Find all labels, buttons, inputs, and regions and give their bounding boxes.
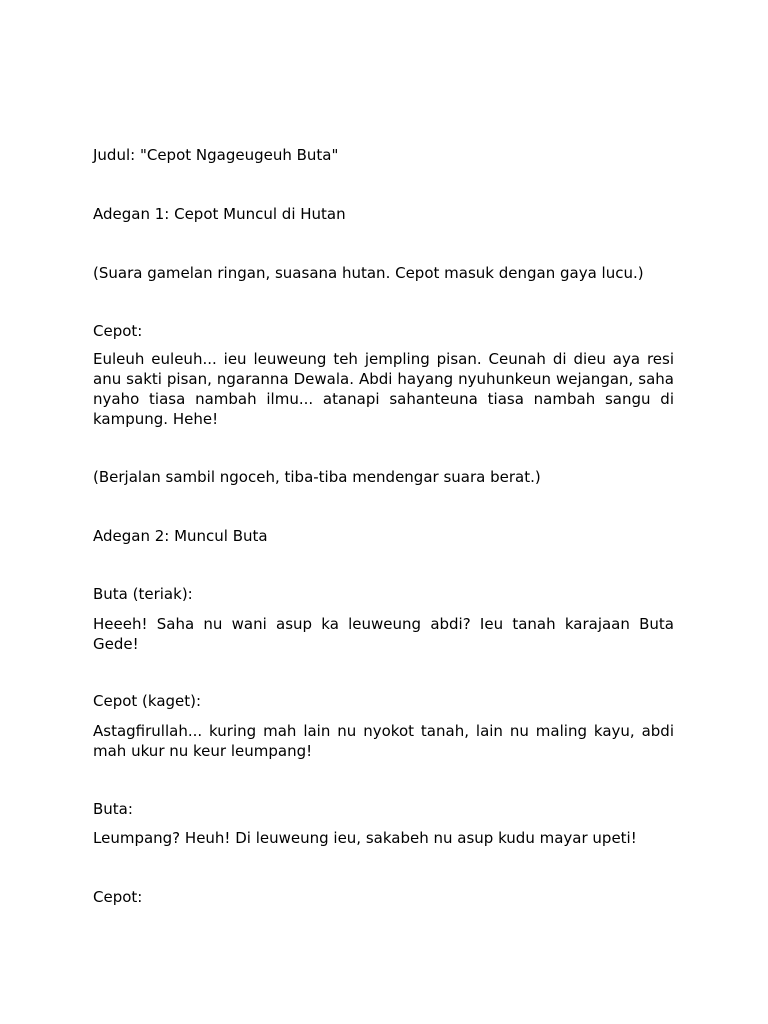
dialogue-3: Astagfirullah... kuring mah lain nu nyokot tanah, lain nu maling kayu, abdi mah ukur nu keur leumpang! [93, 722, 674, 760]
speaker-label-1: Cepot: [93, 322, 143, 340]
stage-direction-1: (Suara gamelan ringan, suasana hutan. Cepot masuk dengan gaya lucu.) [93, 264, 644, 282]
scene-heading-1: Adegan 1: Cepot Muncul di Hutan [93, 205, 346, 223]
speaker-label-5: Cepot: [93, 888, 143, 906]
document-title: Judul: "Cepot Ngageugeuh Buta" [93, 146, 339, 164]
dialogue-1: Euleuh euleuh... ieu leuweung teh jempling pisan. Ceunah di dieu aya resi anu sakti pisan, ngaranna Dewala. Abdi hayang nyuhunkeun wejangan, saha nyaho tiasa nambah ilmu... atanapi sahanteuna tiasa nambah sangu di kampung. Hehe! [93, 350, 674, 428]
stage-direction-2: (Berjalan sambil ngoceh, tiba-tiba mendengar suara berat.) [93, 468, 541, 486]
speaker-label-3: Cepot (kaget): [93, 692, 202, 710]
scene-heading-2: Adegan 2: Muncul Buta [93, 527, 268, 545]
speaker-label-4: Buta: [93, 800, 133, 818]
dialogue-4: Leumpang? Heuh! Di leuweung ieu, sakabeh nu asup kudu mayar upeti! [93, 829, 637, 847]
dialogue-2: Heeeh! Saha nu wani asup ka leuweung abdi? Ieu tanah karajaan Buta Gede! [93, 615, 674, 653]
speaker-label-2: Buta (teriak): [93, 585, 193, 603]
